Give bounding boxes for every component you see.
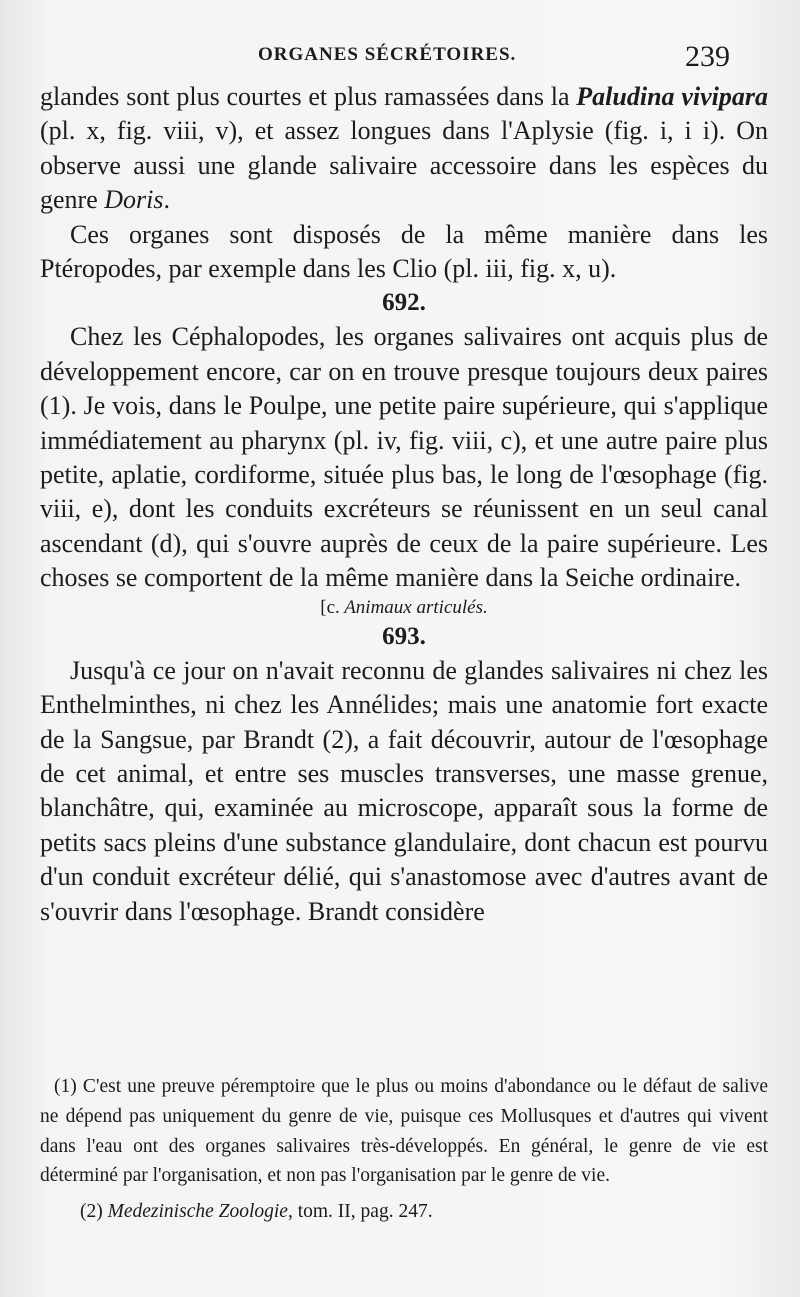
footnote-2 [40,1197,768,1227]
page-header [0,40,800,80]
footnote-2-marker: (2) [80,1201,108,1223]
paragraph-1 [40,80,768,218]
paragraph-1-text-a: glandes sont plus courtes et plus ramassées dans la [40,82,577,111]
running-title: ORGANES SÉCRÉTOIRES. [258,44,517,65]
paragraph-3: Chez les Céphalopodes, les organes salivaires ont acquis plus de développement encore, car on en trouve presque toujours deux paires (1). Je vois, dans le Poulpe, une petite paire supérieure, qui s'applique immédiatement au pharynx (pl. iv, fig. viii, c), et une autre paire plus petite, aplatie, cordiforme, située plus bas, le long de l'œsophage (fig. viii, e), dont les conduits excréteurs se réunissent en un seul canal ascendant (d), qui s'ouvre auprès de ceux de la paire supérieure. Les choses se comportent de la même manière dans la Seiche ordinaire. [40,322,768,593]
footnote-2-title: Medezinische Zoologie [107,1201,288,1223]
footnotes [40,1072,768,1227]
footnote-1: (1) C'est une preuve péremptoire que le plus ou moins d'abondance ou le défaut de salive ne dépend pas uniquement du genre de vie, puisque ces Mollusques et d'autres qui vivent dans l'eau ont des organes salivaires très-développés. En général, le genre de vie est déterminé par l'organisation, et non pas l'organisation par le genre de vie. [40,1076,768,1187]
paragraph-1-text-c: . [163,185,170,215]
species-name: Paludina vivipara [576,82,768,111]
subheading-title: Animaux articulés. [344,596,488,618]
paragraph-4: Jusqu'à ce jour on n'avait reconnu de glandes salivaires ni chez les Enthelminthes, ni chez les Annélides; mais une anatomie fort exacte de la Sangsue, par Brandt (2), a fait découvrir, autour de l'œsophage de cet animal, et entre ses muscles transverses, une masse grenue, blanchâtre, qui, examinée au microscope, apparaît sous la forme de petits sacs pleins d'une substance glandulaire, dont chacun est pourvu d'un conduit excréteur délié, qui s'anastomose avec d'autres avant de s'ouvrir dans l'œsophage. Brandt considère [40,655,768,926]
page-number: 239 [685,40,730,73]
paragraph-2: Ces organes sont disposés de la même manière dans les Ptéropodes, par exemple dans les Clio (pl. iii, fig. x, u). [40,219,768,284]
section-number-693: 693. [382,622,426,650]
subheading-letter: [c. [320,596,340,618]
genus-name: Doris [104,185,164,215]
footnote-2-rest: , tom. II, pag. 247. [287,1201,433,1223]
subheading [40,596,768,620]
section-number-692: 692. [382,289,426,317]
body-text [40,80,768,929]
paragraph-1-text-b: (pl. x, fig. viii, v), et assez longues dans l'Aplysie (fig. i, i i). On observe aussi une glande salivaire accessoire dans les espèces du genre [40,116,768,215]
